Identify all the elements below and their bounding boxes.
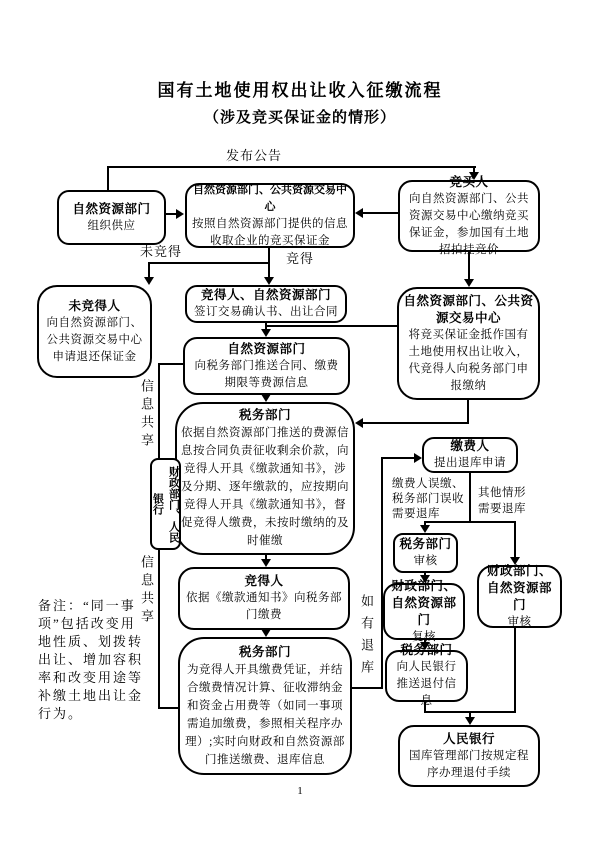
box-finance-review xyxy=(477,565,562,628)
box-body: 提出退库申请 xyxy=(434,457,506,469)
connector-refund-out xyxy=(352,687,383,689)
box-title: 财政部门、自然资源部门 xyxy=(486,563,552,612)
page-subtitle: （涉及竞买保证金的情形） xyxy=(203,110,396,126)
box-body: 审核 xyxy=(413,555,438,567)
box-title: 竞得人、自然资源部门 xyxy=(200,288,331,302)
label-publish-notice: 发布公告 xyxy=(226,148,283,163)
box-body: 为竞得人开具缴费凭证，并结合缴费情况计算、征收滞纳金和资金占用费等（如同一事项需追加缴费，参照相关程序办理）;实时向财政和自然资源部门推送缴费、退库信息 xyxy=(185,663,345,766)
label-other-refund: 其他情形需要退库 xyxy=(478,487,526,515)
arrow-to-payer-refund xyxy=(414,453,422,463)
connector-offset-across xyxy=(363,422,469,424)
arrow-to-tax-voucher xyxy=(261,629,271,637)
arrow-to-tax-collect xyxy=(261,394,271,402)
box-deposit-offset xyxy=(397,287,540,400)
box-payer-refund xyxy=(422,437,518,473)
box-title: 人民银行 xyxy=(442,731,495,746)
box-body: 复核 xyxy=(412,630,436,643)
arrow-to-peoples-bank xyxy=(465,717,475,725)
label-info-share-bottom: 信息共享 xyxy=(139,555,154,627)
connector-publish-across xyxy=(107,166,476,168)
box-title: 税务部门 xyxy=(238,408,291,422)
box-title: 缴费人 xyxy=(450,439,490,453)
box-body: 向自然资源部门、公共资源交易中心缴纳竞买保证金，参加国有土地招拍挂竞价 xyxy=(409,192,529,256)
connector-bidder-to-collect xyxy=(363,212,398,214)
connector-review-down xyxy=(514,628,516,713)
label-won: 竞得 xyxy=(286,251,315,266)
arrow-to-deposit-offset xyxy=(464,279,474,287)
box-organize-supply xyxy=(57,190,166,245)
box-bidder xyxy=(398,174,540,256)
connector-notwon-down xyxy=(148,262,150,278)
label-not-won: 未竞得 xyxy=(140,244,183,259)
page-title: 国有土地使用权出让收入征缴流程 xyxy=(157,81,443,100)
box-body: 审核 xyxy=(507,615,532,628)
arrow-to-tax-review xyxy=(420,525,430,533)
box-body: 按照自然资源部门提供的信息收取企业的竞买保证金 xyxy=(192,217,348,247)
box-finance-bank xyxy=(150,458,181,550)
page-number: 1 xyxy=(297,785,303,797)
arrow-to-not-winner xyxy=(144,277,154,285)
box-body: 将竞买保证金抵作国有土地使用权出让收入，代竞得人向税务部门申报缴纳 xyxy=(408,328,529,392)
box-title: 自然资源部门、公共资源交易中心 xyxy=(193,183,347,213)
box-title: 税务部门 xyxy=(400,643,453,657)
box-body: 签订交易确认书、出让合同 xyxy=(194,306,338,318)
box-peoples-bank xyxy=(398,725,540,787)
arrow-to-sign-contract xyxy=(264,277,274,285)
label-info-share-top: 信息共享 xyxy=(139,379,154,451)
box-collect-deposit xyxy=(185,183,355,248)
label-mispay-refund: 缴费人误缴、税务部门误收需要退库 xyxy=(392,478,464,520)
box-body: 依据自然资源部门推送的费源信息按合同负责征收剩余价款，向竞得人开具《缴款通知书》，涉及分期、逐年缴款的，应按期向竞得人开具《缴款通知书》，督促竞得人缴费，未按时缴纳的及时催缴 xyxy=(181,427,349,547)
connector-refund-up xyxy=(381,457,383,689)
connector-infoshare-bottom xyxy=(158,707,180,709)
box-title: 税务部门 xyxy=(238,644,291,659)
connector-split-across xyxy=(148,262,270,264)
box-finance-recheck xyxy=(383,578,465,643)
box-title: 未竞得人 xyxy=(68,298,121,313)
box-title: 自然资源部门 xyxy=(227,341,306,356)
connector-publish-up xyxy=(107,166,109,191)
box-tax-collect xyxy=(175,402,355,555)
box-body: 向人民银行推送退付信息 xyxy=(396,661,457,707)
box-tax-review xyxy=(393,533,458,573)
box-title: 财政部门、人民银行 xyxy=(151,465,180,543)
box-title: 财政部门、自然资源部门 xyxy=(391,578,457,627)
connector-sign-to-offset xyxy=(265,325,397,327)
box-title: 竞买人 xyxy=(449,174,489,189)
arrow-to-collect-left xyxy=(176,209,184,219)
footnote: 备注：“同一事项”包括改变用地性质、划拨转出让、增加容积率和改变用途等补缴土地出让金行为。 xyxy=(38,598,144,721)
box-sign-contract xyxy=(185,285,347,323)
box-title: 自然资源部门、公共资源交易中心 xyxy=(403,293,534,325)
arrow-to-collect-right xyxy=(355,208,363,218)
box-title: 自然资源部门 xyxy=(72,201,151,216)
connector-infoshare-top xyxy=(158,363,184,365)
connector-won-down xyxy=(268,262,270,278)
box-tax-push-refund xyxy=(385,643,468,707)
box-winner-pay xyxy=(178,567,350,630)
arrow-to-push-info xyxy=(261,329,271,337)
connector-offset-down xyxy=(467,400,469,424)
arrow-offset-to-tax xyxy=(355,418,363,428)
box-body: 向税务部门推送合同、缴费期限等费源信息 xyxy=(194,359,339,389)
box-tax-voucher xyxy=(178,637,352,775)
box-body: 向自然资源部门、公共资源交易中心申请退还保证金 xyxy=(46,316,143,363)
box-body: 依据《缴款通知书》向税务部门缴费 xyxy=(186,592,342,621)
box-title: 税务部门 xyxy=(399,537,452,551)
label-if-refund: 如有退库 xyxy=(359,594,374,682)
box-body: 组织供应 xyxy=(87,219,136,232)
connector-right-branch xyxy=(514,521,516,558)
connector-refund-across xyxy=(381,457,415,459)
arrow-to-winner-pay xyxy=(261,559,271,567)
box-body: 国库管理部门按规定程序办理退付手续 xyxy=(409,749,529,779)
box-title: 竞得人 xyxy=(244,574,284,588)
box-push-info xyxy=(183,337,350,395)
box-not-winner xyxy=(37,285,152,378)
